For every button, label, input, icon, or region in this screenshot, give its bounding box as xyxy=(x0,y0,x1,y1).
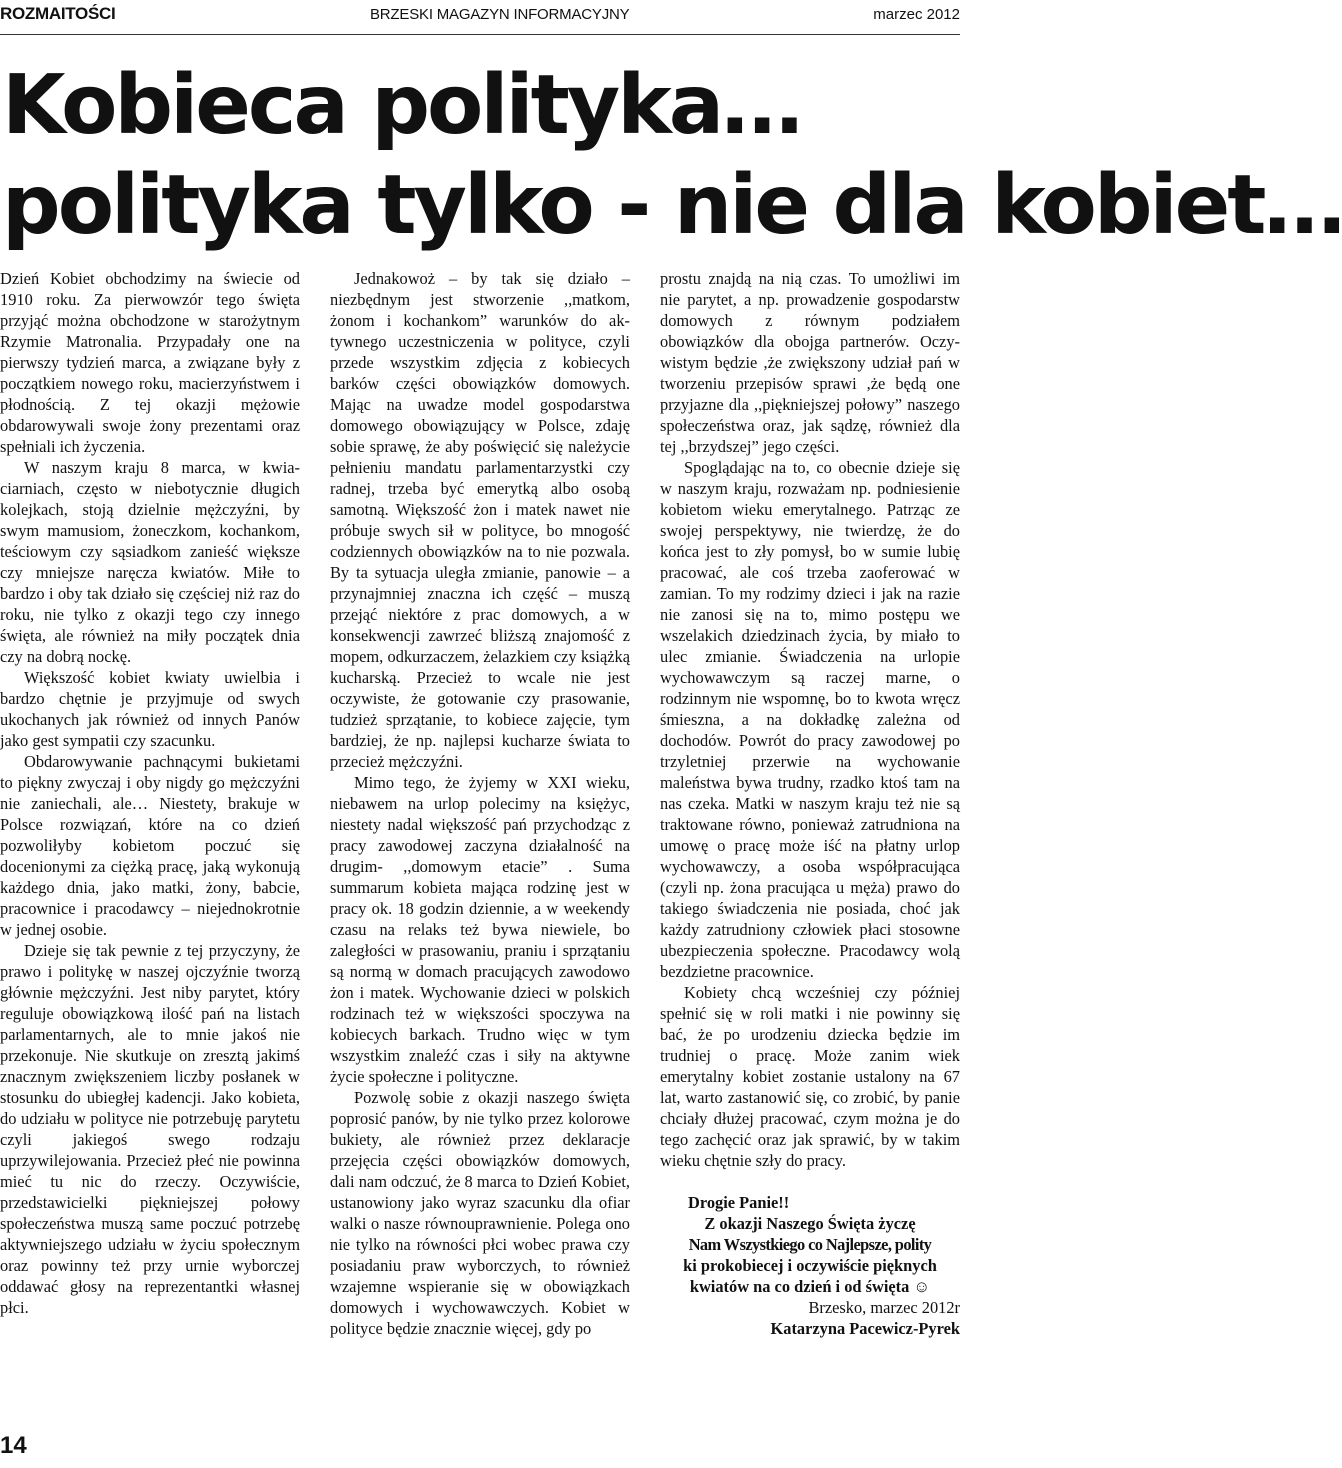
paragraph: Kobiety chcą wcześniej czy później spełnić się w roli matki i nie powinny się bać, że po urodzeniu dziecka będzie im trudniej o pracę. Może zanim wiek emerytalny kobiet zostanie ustalony na 67 lat, warto zastanowić się, co zrobić, by panie chciały dłużej pracować, czym można je do tego zachęcić oraz jak sprawić, by w takim wieku chętnie szły do pracy. xyxy=(660,983,960,1170)
article-title xyxy=(2,56,1342,256)
greeting-line: Z okazji Naszego Święta życzę xyxy=(704,1214,916,1233)
title-line-2: polityka tylko - nie dla kobiet… xyxy=(2,158,1342,253)
greeting-line: ki prokobiecej i oczywiście pięknych xyxy=(683,1256,937,1275)
page-number: 14 xyxy=(0,1432,27,1459)
paragraph: Mimo tego, że żyjemy w XXI wieku, niebawem na urlop polecimy na księżyc, niestety nadal większość pań przychodząc z pracy zawodowej zaczyna działalność na drugim- ,,domowym etacie” . Suma summarum kobieta mająca rodzinę jest w pracy ok. 18 godzin dziennie, a w weekendy czasu na relaks też bywa niewiele, bo zaległości w prasowaniu, praniu i sprzątaniu są normą w domach pracujących zawodowo żon i matek. Wychowanie dzieci w polskich rodzinach też w większości spoczywa na kobiecych barkach. Trudno więc w tym wszystkim znaleźć czas i siły na aktywne życie społeczne i polityczne. xyxy=(330,773,630,1086)
paragraph: Jednakowoż – by tak się działo – niezbędnym jest stworzenie ,,matkom, żonom i kochankom” warunków do aktywnego uczestniczenia w polityce, czyli przede wszystkim zdjęcia z kobiecych barków części obowiązków domowych. Mając na uwadze model gospodarstwa domowego obowiązujący w Polsce, zdaję sobie sprawę, że aby poświęcić się należycie pełnieniu mandatu parlamentarzystki czy radnej, trzeba być emerytką albo osobą samotną. Większość żon i matek nawet nie próbuje swych sił w polityce, bo mnogość codziennych obowiązków na to nie pozwala. By ta sytuacja uległa zmianie, panowie – a przynajmniej znaczna ich część – muszą przejąć niektóre z prac domowych, a w konsekwencji zawrzeć bliższą znajomość z mopem, odkurzaczem, żelazkiem czy książką kucharską. Przecież to wcale nie jest oczywiste, że gotowanie czy prasowanie, tudzież sprzątanie, to kobiece zajęcie, tym bardziej, że np. najlepsi kucharze świata to przecież mężczyźni. xyxy=(330,269,630,771)
issue-date: marzec 2012 xyxy=(873,6,960,23)
column-3 xyxy=(660,268,960,1339)
paragraph: prostu znajdą na nią czas. To umożliwi im nie parytet, a np. prowadzenie gospodarstw domowych z równym podziałem obowiązków dla obojga partnerów. Oczywistym będzie ,że zwiększony udział pań w tworzeniu przepisów sprawi ,że będą one przyjazne dla ,,piękniejszej połowy” naszego społeczeństwa oraz, jak sądzę, również dla tej ,,brzydszej” jego części. xyxy=(660,269,960,456)
paragraph: Dzieje się tak pewnie z tej przyczyny, że prawo i politykę w naszej ojczyźnie tworzą głównie mężczyźni. Jest niby parytet, który reguluje obowiązkową ilość pań na listach parlamentarnych, ale to mnie jakoś nie przekonuje. Nie skutkuje on zresztą jakimś znacznym zwiększeniem liczby posłanek w stosunku do ubiegłej kadencji. Jako kobieta, do udziału w polityce nie potrzebuję parytetu czyli jakiegoś swego rodzaju uprzywilejowania. Przecież płeć nie powinna mieć tu nic do rzeczy. Oczywiście, przedstawicielki piękniejszej połowy społeczeństwa muszą same poczuć potrzebę aktywniejszego udziału w życiu społecznym oraz powinny też przy urnie wyborczej oddawać głosy na reprezentantki własnej płci. xyxy=(0,941,300,1317)
greeting-block xyxy=(660,1192,960,1339)
page-header xyxy=(0,0,960,35)
paragraph: W naszym kraju 8 marca, w kwiaciarniach, często w niebotycznie długich kolejkach, stoją dzielnie mężczyźni, by swym mamusiom, żoneczkom, kochankom, teściowym czy sąsiadkom zanieść większe czy mniejsze naręcza kwiatów. Miłe to bardzo i oby tak działo się częściej niż raz do roku, nie tylko z okazji tego czy innego święta, ale również na miły początek dnia czy na dobrą nockę. xyxy=(0,458,300,666)
paragraph: Pozwolę sobie z okazji naszego święta poprosić panów, by nie tylko przez kolorowe bukiety, ale również przez deklaracje przejęcia części obowiązków domowych, dali nam odczuć, że 8 marca to Dzień Kobiet, ustanowiony jako wyraz szacunku dla ofiar walki o nasze równouprawnienie. Polega ono nie tylko na równości płci wobec prawa czy posiadaniu praw wyborczych, to również wzajemne wspieranie się w obowiązkach domowych i wychowawczych. Kobiet w polityce będzie znacznie więcej, gdy po xyxy=(330,1088,630,1338)
greeting-line: Drogie Panie!! xyxy=(688,1193,790,1212)
magazine-name: BRZESKI MAGAZYN INFORMACYJNY xyxy=(370,6,630,23)
section-name: ROZMAITOŚCI xyxy=(0,4,116,23)
column-1 xyxy=(0,268,300,1318)
place-date: Brzesko, marzec 2012r xyxy=(808,1298,960,1317)
paragraph: Dzień Kobiet obchodzimy na świecie od 1910 roku. Za pierwowzór tego święta przyjąć można obchodzone w starożytnym Rzymie Matronalia. Przypadały one na pierwszy tydzień marca, a związane były z początkiem nowego roku, macierzyństwem i płodnością. Z tej okazji mężowie obdarowywali swoje żony prezentami oraz spełniali ich życzenia. xyxy=(0,269,300,456)
paragraph: Większość kobiet kwiaty uwielbia i bardzo chętnie je przyjmuje od swych ukochanych jak również od innych Panów jako gest sympatii czy szacunku. xyxy=(0,668,300,750)
paragraph: Spoglądając na to, co obecnie dzieje się w naszym kraju, rozważam np. podniesienie kobietom wieku emerytalnego. Patrząc ze swojej perspektywy, nie twierdzę, że do końca jest to zły pomysł, bo w sumie lubię pracować, ale coś trzeba zaoferować w zamian. To my rodzimy dzieci i jak na razie nie zanosi się na to, mimo postępu we wszelakich dziedzinach życia, by miało to ulec zmianie. Świadczenia na urlopie wychowawczym są raczej marne, o rodzinnym nie wspomnę, bo to kwota wręcz śmieszna, a na dokładkę zależna od dochodów. Powrót do pracy zawodowej po trzyletniej przerwie na wychowanie maleństwa bywa trudny, rzadko ktoś tam na nas czeka. Matki w naszym kraju też nie są traktowane równo, ponieważ zatrudniona na umowę o pracę może iść na płatny urlop wychowawczy, a osoba współpracująca (czyli np. żona pracująca u męża) prawo do takiego świadczenia nie posiada, choć jak każdy zatrudniony człowiek płaci stosowne ubezpieczenia społeczne. Pracodawcy wolą bezdzietne pracownice. xyxy=(660,458,960,981)
paragraph: Obdarowywanie pachnącymi bukietami to piękny zwyczaj i oby nigdy go mężczyźni nie zaniechali, ale… Niestety, brakuje w Polsce rozwiązań, które na co dzień pozwoliłyby kobietom poczuć się docenionymi za ciężką pracę, jaką wykonują każdego dnia, jako matki, żony, babcie, pracownice i pracodawcy – niejednokrotnie w jednej osobie. xyxy=(0,752,300,939)
title-line-1: Kobieca polityka… xyxy=(2,58,801,153)
author-name: Katarzyna Pacewicz-Pyrek xyxy=(770,1319,960,1338)
greeting-line: Nam Wszystkiego co Najlepsze, polity xyxy=(688,1235,932,1254)
greeting-line: kwiatów na co dzień i od święta ☺ xyxy=(689,1277,931,1296)
column-2 xyxy=(330,268,630,1339)
